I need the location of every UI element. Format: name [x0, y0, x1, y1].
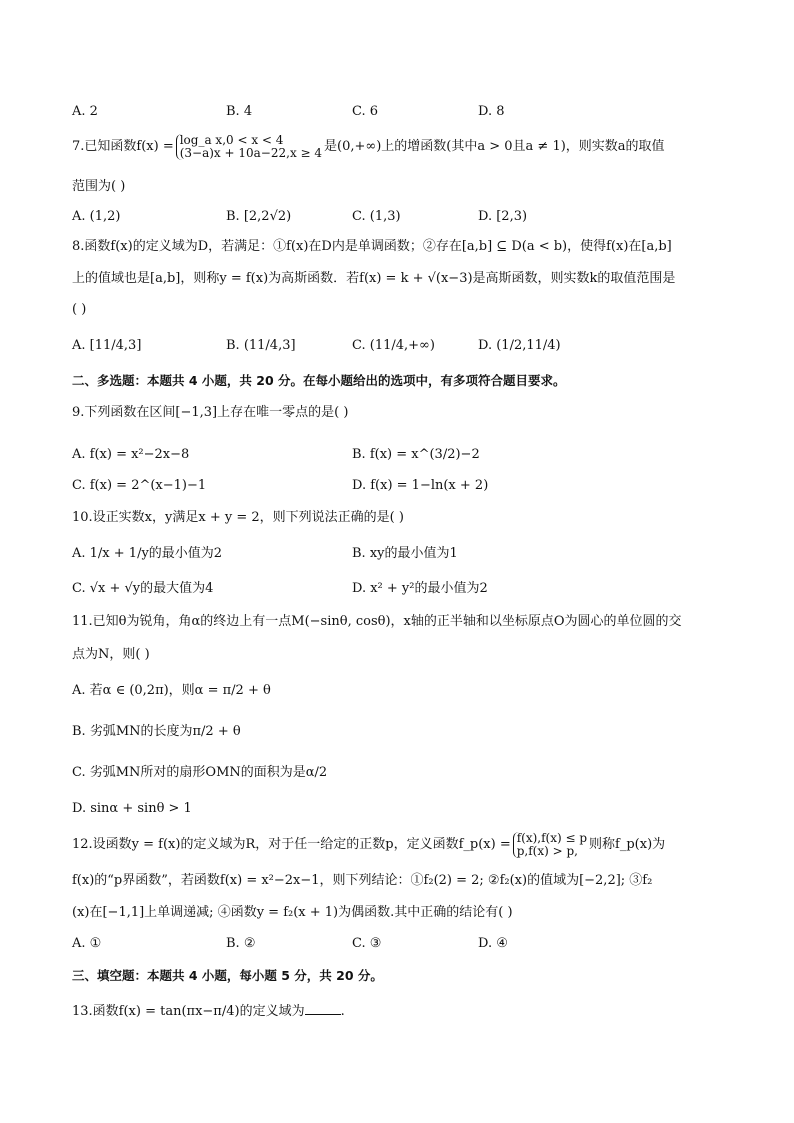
- q11-option-b: B. 劣弧MN的长度为π/2 + θ: [72, 724, 241, 739]
- q11-option-d: D. sinα + sinθ > 1: [72, 801, 192, 816]
- q6-option-a: A. 2: [72, 104, 98, 119]
- q8-option-d: D. (1/2,11/4): [478, 338, 561, 353]
- q8-option-b: B. (11/4,3]: [226, 338, 296, 353]
- section-2-heading: 二、多选题：本题共 4 小题，共 20 分。在每小题给出的选项中，有多项符合题目要求。: [72, 373, 566, 388]
- q7-suffix: 是(0,+∞)上的增函数(其中a > 0且a ≠ 1)，则实数a的取值: [324, 139, 665, 154]
- q13-answer-blank[interactable]: [305, 1002, 341, 1015]
- q12-suffix: 则称f_p(x)为: [589, 837, 666, 852]
- q7-prefix: 7.已知函数f(x) =: [72, 139, 174, 154]
- q12-option-d: D. ④: [478, 936, 508, 951]
- q12-prefix: 12.设函数y = f(x)的定义域为R，对于任一给定的正数p，定义函数f_p(x) =: [72, 837, 511, 852]
- q7-piece-2: (3−a)x + 10a−22,x ≥ 4: [179, 145, 323, 160]
- q6-option-b: B. 4: [226, 104, 253, 119]
- q6-option-d: D. 8: [478, 104, 505, 119]
- q8-option-a: A. [11/4,3]: [72, 338, 142, 353]
- q12-stem-line3: (x)在[−1,1]上单调递减; ④函数y = f₂(x + 1)为偶函数.其中正确的结论有( ): [72, 905, 513, 920]
- q12-piece-2: p,f(x) > p,: [516, 843, 578, 858]
- q8-stem-line2: 上的值域也是[a,b]，则称y = f(x)为高斯函数．若f(x) = k + √(x−3)是高斯函数，则实数k的取值范围是: [72, 271, 676, 286]
- q7-piece-1: log_a x,0 < x < 4: [179, 132, 284, 147]
- q11-stem-line1: 11.已知θ为锐角，角α的终边上有一点M(−sinθ, cosθ)，x轴的正半轴和以坐标原点O为圆心的单位圆的交: [72, 614, 682, 629]
- q12-option-a: A. ①: [72, 936, 102, 951]
- q8-stem-line1: 8.函数f(x)的定义域为D，若满足：①f(x)在D内是单调函数；②存在[a,b] ⊆ D(a < b)，使得f(x)在[a,b]: [72, 239, 672, 254]
- q8-option-c: C. (11/4,+∞): [352, 338, 435, 353]
- q9-option-d: D. f(x) = 1−ln(x + 2): [352, 478, 489, 493]
- q9-stem: 9.下列函数在区间[−1,3]上存在唯一零点的是( ): [72, 405, 349, 420]
- q12-stem-line2: f(x)的“p界函数”，若函数f(x) = x²−2x−1，则下列结论：①f₂(2) = 2; ②f₂(x)的值域为[−2,2]; ③f₂: [72, 873, 653, 888]
- q12-piece-1: f(x),f(x) ≤ p: [516, 830, 588, 845]
- q11-stem-line2: 点为N，则( ): [72, 647, 150, 662]
- q12-stem: [72, 830, 665, 860]
- q10-option-a: A. 1/x + 1/y的最小值为2: [72, 546, 223, 561]
- q11-option-a: A. 若α ∈ (0,2π)，则α = π/2 + θ: [72, 683, 271, 698]
- q6-option-c: C. 6: [352, 104, 379, 119]
- q11-option-c: C. 劣弧MN所对的扇形OMN的面积为是α/2: [72, 765, 328, 780]
- q7-option-d: D. [2,3): [478, 209, 528, 224]
- q8-stem-line3: ( ): [72, 302, 87, 317]
- q10-option-d: D. x² + y²的最小值为2: [352, 581, 488, 596]
- q13-stem: [72, 1002, 345, 1021]
- q7-option-b: B. [2,2√2): [226, 209, 292, 224]
- q10-option-c: C. √x + √y的最大值为4: [72, 581, 214, 596]
- q7-option-c: C. (1,3): [352, 209, 401, 224]
- q7-stem-line2: 范围为( ): [72, 179, 126, 194]
- q9-option-c: C. f(x) = 2^(x−1)−1: [72, 478, 207, 493]
- section-3-heading: 三、填空题：本题共 4 小题，每小题 5 分，共 20 分。: [72, 968, 383, 983]
- q9-option-b: B. f(x) = x^(3/2)−2: [352, 447, 480, 462]
- q12-option-b: B. ②: [226, 936, 256, 951]
- q12-piecewise: [513, 832, 587, 858]
- q10-stem: 10.设正实数x，y满足x + y = 2，则下列说法正确的是( ): [72, 510, 404, 525]
- q13-prefix: 13.函数f(x) = tan(πx−π/4)的定义域为: [72, 1004, 305, 1019]
- q7-option-a: A. (1,2): [72, 209, 121, 224]
- q7-piecewise: [176, 134, 322, 160]
- q13-suffix: .: [340, 1004, 345, 1019]
- q9-option-a: A. f(x) = x²−2x−8: [72, 447, 190, 462]
- q7-stem: [72, 131, 665, 163]
- q10-option-b: B. xy的最小值为1: [352, 546, 458, 561]
- q12-option-c: C. ③: [352, 936, 382, 951]
